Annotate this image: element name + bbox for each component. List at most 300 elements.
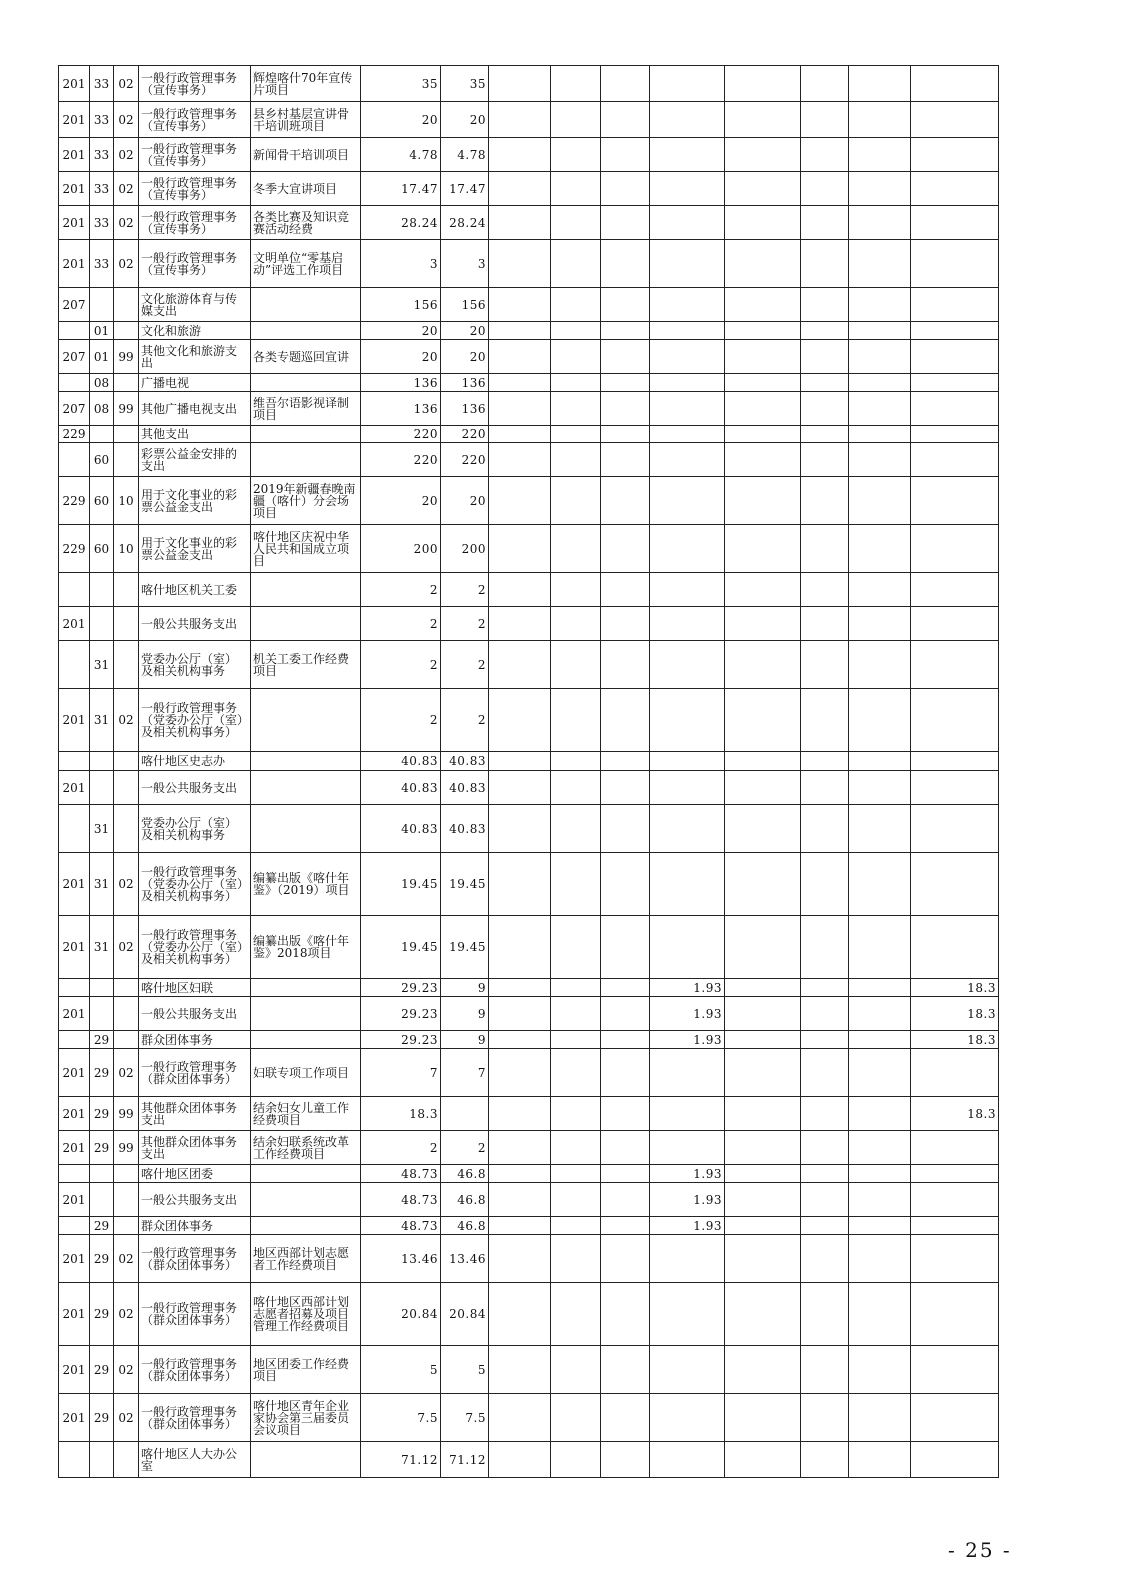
cell-code-subitem: 02 [114,102,139,138]
cell-col-6 [725,102,801,138]
table-row [59,1097,999,1131]
cell-col-9 [911,1217,999,1235]
cell-code-item: 01 [90,322,114,340]
cell-total: 20 [361,102,441,138]
cell-col-1: 20 [441,102,489,138]
cell-subject-name: 喀什地区团委 [139,1165,251,1183]
cell-col-1: 71.12 [441,1442,489,1478]
cell-col-5: 1.93 [650,997,725,1031]
cell-col-8 [849,66,911,102]
cell-code-class [59,1165,90,1183]
cell-col-8 [849,240,911,288]
cell-project-name: 文明单位“零基启动”评选工作项目 [251,240,361,288]
cell-col-5 [650,240,725,288]
cell-code-item: 33 [90,240,114,288]
cell-col-1: 17.47 [441,172,489,206]
cell-col-1: 46.8 [441,1183,489,1217]
cell-col-4 [601,1031,650,1049]
cell-code-class: 229 [59,426,90,443]
cell-code-item: 33 [90,138,114,172]
cell-col-3 [551,477,601,525]
table-row [59,641,999,689]
cell-col-1: 2 [441,689,489,752]
cell-col-2 [489,1346,551,1394]
cell-col-9 [911,1049,999,1097]
cell-col-2 [489,288,551,322]
cell-col-5 [650,172,725,206]
cell-code-item: 29 [90,1049,114,1097]
cell-col-8 [849,771,911,805]
cell-col-8 [849,805,911,853]
cell-total: 156 [361,288,441,322]
cell-project-name: 各类专题巡回宣讲 [251,340,361,374]
cell-code-item: 29 [90,1131,114,1165]
cell-total: 48.73 [361,1165,441,1183]
cell-project-name [251,805,361,853]
cell-col-7 [801,1346,849,1394]
cell-col-8 [849,979,911,997]
cell-col-6 [725,322,801,340]
cell-total: 17.47 [361,172,441,206]
cell-col-4 [601,138,650,172]
cell-total: 29.23 [361,979,441,997]
cell-col-2 [489,1131,551,1165]
cell-project-name: 冬季大宣讲项目 [251,172,361,206]
cell-col-5 [650,426,725,443]
cell-col-9 [911,322,999,340]
cell-project-name: 结余妇女儿童工作经费项目 [251,1097,361,1131]
cell-col-5 [650,322,725,340]
cell-col-1: 4.78 [441,138,489,172]
cell-col-4 [601,1394,650,1442]
cell-total: 3 [361,240,441,288]
cell-col-9 [911,66,999,102]
table-row [59,1131,999,1165]
cell-col-6 [725,979,801,997]
cell-code-item: 33 [90,66,114,102]
cell-col-5 [650,1235,725,1283]
cell-col-3 [551,752,601,771]
cell-code-item [90,288,114,322]
cell-col-6 [725,1183,801,1217]
cell-total: 2 [361,573,441,607]
cell-subject-name: 其他支出 [139,426,251,443]
cell-col-9 [911,340,999,374]
cell-col-8 [849,916,911,979]
cell-col-7 [801,374,849,392]
cell-col-7 [801,689,849,752]
cell-subject-name: 一般行政管理事务（群众团体事务） [139,1283,251,1346]
cell-project-name: 新闻骨干培训项目 [251,138,361,172]
cell-col-7 [801,979,849,997]
cell-total: 220 [361,426,441,443]
cell-project-name [251,752,361,771]
cell-col-1 [441,1097,489,1131]
cell-col-6 [725,771,801,805]
cell-subject-name: 一般行政管理事务（党委办公厅（室）及相关机构事务） [139,853,251,916]
cell-col-1: 9 [441,997,489,1031]
cell-col-3 [551,172,601,206]
cell-total: 136 [361,374,441,392]
cell-col-8 [849,1217,911,1235]
cell-col-9: 18.3 [911,1097,999,1131]
cell-code-class: 229 [59,477,90,525]
cell-col-7 [801,477,849,525]
cell-col-9 [911,1442,999,1478]
cell-code-subitem: 10 [114,525,139,573]
cell-project-name: 县乡村基层宣讲骨干培训班项目 [251,102,361,138]
cell-col-3 [551,1131,601,1165]
table-row [59,206,999,240]
cell-col-8 [849,1283,911,1346]
cell-col-5 [650,1442,725,1478]
cell-col-8 [849,1097,911,1131]
cell-code-class: 201 [59,1394,90,1442]
cell-col-8 [849,607,911,641]
cell-col-8 [849,689,911,752]
cell-col-6 [725,138,801,172]
cell-subject-name: 喀什地区妇联 [139,979,251,997]
cell-project-name: 2019年新疆春晚南疆（喀什）分会场项目 [251,477,361,525]
cell-col-4 [601,1217,650,1235]
cell-col-2 [489,443,551,477]
cell-subject-name: 群众团体事务 [139,1031,251,1049]
cell-code-item: 29 [90,1283,114,1346]
cell-col-9 [911,443,999,477]
cell-code-subitem: 99 [114,340,139,374]
cell-col-2 [489,340,551,374]
cell-col-9 [911,525,999,573]
cell-col-5 [650,374,725,392]
cell-code-class: 201 [59,607,90,641]
cell-code-subitem [114,573,139,607]
cell-code-subitem: 02 [114,1394,139,1442]
cell-col-9 [911,1165,999,1183]
cell-code-item: 29 [90,1031,114,1049]
cell-col-1: 19.45 [441,853,489,916]
cell-col-6 [725,573,801,607]
cell-total: 2 [361,689,441,752]
cell-col-4 [601,979,650,997]
cell-col-4 [601,426,650,443]
table-row [59,1183,999,1217]
cell-subject-name: 一般公共服务支出 [139,771,251,805]
cell-col-6 [725,1442,801,1478]
cell-code-class [59,1031,90,1049]
cell-col-4 [601,573,650,607]
cell-col-4 [601,1049,650,1097]
cell-col-2 [489,138,551,172]
table-row [59,443,999,477]
cell-col-8 [849,392,911,426]
cell-project-name [251,1165,361,1183]
cell-col-6 [725,1394,801,1442]
cell-code-subitem [114,607,139,641]
cell-subject-name: 一般行政管理事务（宣传事务） [139,102,251,138]
cell-code-subitem: 02 [114,206,139,240]
cell-col-9 [911,426,999,443]
cell-col-9 [911,288,999,322]
cell-col-1: 220 [441,443,489,477]
cell-total: 48.73 [361,1217,441,1235]
cell-col-4 [601,997,650,1031]
cell-code-subitem [114,1183,139,1217]
cell-col-4 [601,66,650,102]
cell-col-6 [725,206,801,240]
cell-project-name: 编纂出版《喀什年鉴》（2019）项目 [251,853,361,916]
cell-col-4 [601,916,650,979]
cell-col-7 [801,607,849,641]
cell-col-2 [489,641,551,689]
cell-col-2 [489,66,551,102]
cell-col-7 [801,916,849,979]
cell-col-7 [801,138,849,172]
cell-project-name: 维吾尔语影视译制项目 [251,392,361,426]
cell-total: 2 [361,607,441,641]
cell-code-class: 201 [59,771,90,805]
cell-project-name [251,771,361,805]
table-row [59,1031,999,1049]
cell-col-7 [801,1217,849,1235]
cell-subject-name: 一般行政管理事务（党委办公厅（室）及相关机构事务） [139,689,251,752]
cell-code-item [90,1165,114,1183]
cell-col-8 [849,138,911,172]
cell-col-4 [601,641,650,689]
cell-col-7 [801,172,849,206]
cell-col-9: 18.3 [911,979,999,997]
cell-subject-name: 一般行政管理事务（群众团体事务） [139,1346,251,1394]
cell-col-5 [650,1131,725,1165]
cell-total: 200 [361,525,441,573]
cell-subject-name: 一般行政管理事务（党委办公厅（室）及相关机构事务） [139,916,251,979]
table-row [59,240,999,288]
cell-code-class: 201 [59,1283,90,1346]
cell-col-2 [489,392,551,426]
cell-col-6 [725,997,801,1031]
cell-code-subitem: 02 [114,172,139,206]
cell-total: 35 [361,66,441,102]
cell-col-8 [849,1049,911,1097]
cell-code-item: 60 [90,525,114,573]
cell-col-2 [489,1283,551,1346]
cell-project-name: 各类比赛及知识竞赛活动经费 [251,206,361,240]
cell-code-item: 31 [90,853,114,916]
cell-code-class [59,573,90,607]
cell-code-class: 201 [59,1346,90,1394]
cell-total: 40.83 [361,771,441,805]
cell-code-item [90,426,114,443]
cell-col-6 [725,1131,801,1165]
cell-code-subitem: 02 [114,1283,139,1346]
cell-code-item: 31 [90,916,114,979]
cell-col-2 [489,322,551,340]
cell-col-2 [489,1183,551,1217]
cell-col-4 [601,477,650,525]
cell-code-subitem: 02 [114,240,139,288]
cell-project-name: 结余妇联系统改革工作经费项目 [251,1131,361,1165]
cell-col-5 [650,752,725,771]
cell-col-9 [911,1394,999,1442]
cell-col-2 [489,1097,551,1131]
cell-col-9 [911,1283,999,1346]
cell-col-7 [801,1283,849,1346]
cell-code-class: 201 [59,1049,90,1097]
cell-col-9 [911,607,999,641]
table-row [59,392,999,426]
cell-col-2 [489,805,551,853]
cell-col-4 [601,288,650,322]
cell-col-8 [849,573,911,607]
cell-col-6 [725,172,801,206]
cell-code-class: 201 [59,138,90,172]
cell-subject-name: 一般行政管理事务（群众团体事务） [139,1394,251,1442]
cell-col-4 [601,525,650,573]
cell-code-subitem [114,997,139,1031]
cell-code-class [59,374,90,392]
cell-code-item: 31 [90,805,114,853]
cell-col-4 [601,1283,650,1346]
cell-col-2 [489,374,551,392]
cell-col-2 [489,853,551,916]
cell-code-class: 201 [59,689,90,752]
table-row [59,752,999,771]
cell-col-5 [650,689,725,752]
cell-code-item: 60 [90,477,114,525]
cell-col-4 [601,1442,650,1478]
cell-code-item [90,752,114,771]
cell-col-1: 9 [441,979,489,997]
cell-col-4 [601,392,650,426]
cell-total: 20 [361,477,441,525]
cell-col-3 [551,340,601,374]
cell-col-7 [801,805,849,853]
cell-col-4 [601,443,650,477]
cell-col-7 [801,1394,849,1442]
cell-code-item: 01 [90,340,114,374]
cell-col-9 [911,477,999,525]
table-row [59,525,999,573]
cell-col-3 [551,392,601,426]
cell-col-3 [551,689,601,752]
cell-col-3 [551,997,601,1031]
cell-col-4 [601,240,650,288]
cell-code-subitem: 10 [114,477,139,525]
cell-code-class: 207 [59,392,90,426]
cell-total: 220 [361,443,441,477]
budget-table [58,65,999,1478]
table-row [59,426,999,443]
cell-col-7 [801,340,849,374]
cell-col-1: 35 [441,66,489,102]
cell-col-2 [489,916,551,979]
cell-col-2 [489,172,551,206]
cell-col-5 [650,443,725,477]
cell-col-5 [650,1097,725,1131]
cell-subject-name: 党委办公厅（室）及相关机构事务 [139,805,251,853]
cell-col-9 [911,206,999,240]
cell-code-class: 201 [59,172,90,206]
cell-project-name [251,1183,361,1217]
cell-col-2 [489,607,551,641]
cell-col-7 [801,322,849,340]
cell-total: 136 [361,392,441,426]
cell-col-6 [725,641,801,689]
cell-code-class [59,752,90,771]
cell-col-7 [801,392,849,426]
cell-col-6 [725,477,801,525]
cell-project-name [251,607,361,641]
cell-col-5 [650,573,725,607]
cell-col-4 [601,1097,650,1131]
cell-total: 19.45 [361,916,441,979]
cell-code-class [59,322,90,340]
cell-code-class: 207 [59,288,90,322]
cell-project-name [251,979,361,997]
cell-total: 20 [361,322,441,340]
cell-subject-name: 一般行政管理事务（宣传事务） [139,240,251,288]
cell-col-1: 46.8 [441,1217,489,1235]
cell-col-8 [849,374,911,392]
cell-col-8 [849,1346,911,1394]
table-row [59,1346,999,1394]
cell-code-subitem: 02 [114,1049,139,1097]
table-row [59,916,999,979]
cell-col-9 [911,102,999,138]
cell-code-item: 33 [90,102,114,138]
cell-col-7 [801,1131,849,1165]
cell-col-6 [725,240,801,288]
cell-col-4 [601,771,650,805]
cell-col-7 [801,641,849,689]
cell-col-9 [911,1131,999,1165]
cell-code-subitem [114,641,139,689]
page-number: - 25 - [948,1538,1012,1562]
cell-col-6 [725,689,801,752]
table-row [59,322,999,340]
cell-col-9 [911,689,999,752]
cell-code-class [59,1442,90,1478]
cell-col-2 [489,1031,551,1049]
table-row [59,172,999,206]
cell-col-9: 18.3 [911,997,999,1031]
cell-project-name: 辉煌喀什70年宣传片项目 [251,66,361,102]
cell-code-subitem [114,443,139,477]
table-row [59,102,999,138]
table-row [59,689,999,752]
table-row [59,138,999,172]
cell-col-5 [650,641,725,689]
cell-code-item [90,607,114,641]
cell-col-1: 2 [441,641,489,689]
cell-code-subitem: 02 [114,138,139,172]
cell-col-1: 156 [441,288,489,322]
cell-col-2 [489,752,551,771]
cell-col-3 [551,1031,601,1049]
cell-col-6 [725,288,801,322]
cell-col-2 [489,1442,551,1478]
table-row [59,374,999,392]
cell-total: 48.73 [361,1183,441,1217]
cell-project-name [251,1031,361,1049]
cell-col-3 [551,1346,601,1394]
cell-total: 2 [361,1131,441,1165]
cell-code-class: 201 [59,997,90,1031]
cell-col-8 [849,1394,911,1442]
cell-col-7 [801,1049,849,1097]
cell-total: 18.3 [361,1097,441,1131]
cell-col-6 [725,1283,801,1346]
cell-col-7 [801,102,849,138]
